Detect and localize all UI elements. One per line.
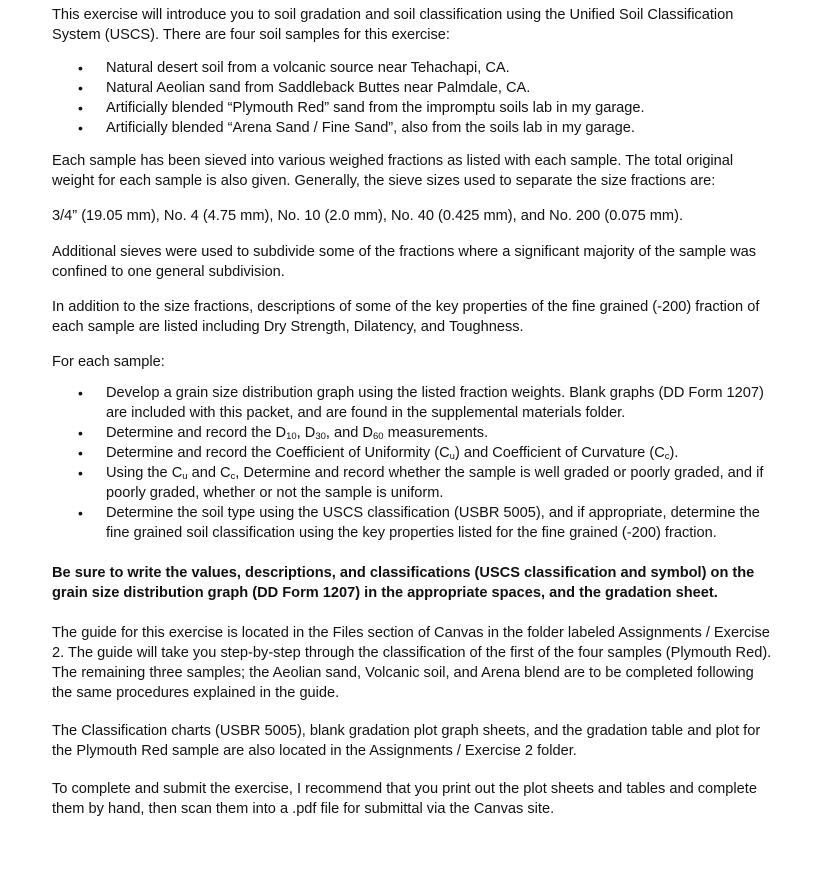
- submit-paragraph: To complete and submit the exercise, I recommend that you print out the plot sheets and tables and complete them by hand, then scan them into a .pdf file for submittal via the Canvas site.: [52, 781, 757, 817]
- bullet-icon: •: [78, 80, 83, 96]
- task-text: , and D: [325, 425, 373, 441]
- additional-sieves-paragraph: Additional sieves were used to subdivide some of the fractions where a significant majority of the sample was confined to one general subdivision.: [52, 244, 757, 280]
- task-text: ) and Coefficient of Curvature (C: [454, 445, 665, 461]
- sample-text: Natural Aeolian sand from Saddleback Buttes near Palmdale, CA.: [106, 80, 531, 96]
- list-item: [52, 383, 776, 423]
- sample-text: Natural desert soil from a volcanic source near Tehachapi, CA.: [106, 60, 510, 76]
- fine-grained-paragraph: In addition to the size fractions, descriptions of some of the key properties of the fine grained (-200) fraction of each sample are listed including Dry Strength, Dilatency, and Toughness.: [52, 299, 760, 335]
- list-item: [52, 98, 776, 118]
- sieved-paragraph: Each sample has been sieved into various weighed fractions as listed with each sample. The total original weight for each sample is also given. Generally, the sieve sizes used to separate the size fractions are:: [52, 153, 734, 189]
- list-item: [52, 503, 776, 543]
- subscript: u: [449, 451, 455, 462]
- bold-note: Be sure to write the values, descriptions, and classifications (USCS classification and symbol) on the grain size distribution graph (DD Form 1207) in the appropriate spaces, and the gradation sheet.: [52, 565, 755, 601]
- sample-text: Artificially blended “Arena Sand / Fine Sand”, also from the soils lab in my garage.: [106, 120, 635, 136]
- list-item: [52, 423, 776, 443]
- task-text: measurements.: [383, 425, 489, 441]
- bullet-icon: •: [78, 445, 83, 461]
- bullet-icon: •: [78, 120, 83, 136]
- bullet-icon: •: [78, 505, 83, 521]
- list-item: [52, 78, 776, 98]
- task-text: Determine and record the D: [106, 425, 287, 441]
- subscript: 10: [286, 431, 297, 442]
- bullet-icon: •: [78, 385, 83, 401]
- list-item: [52, 463, 776, 503]
- list-item: [52, 58, 776, 78]
- task-grading: [106, 465, 763, 501]
- task-text: Using the C: [106, 465, 183, 481]
- task-soil-type: Determine the soil type using the USCS classification (USBR 5005), and if appropriate, determine the fine grained soil classification using the key properties listed for the fine grained (-200) fraction.: [106, 505, 760, 541]
- list-item: [52, 118, 776, 138]
- bullet-icon: •: [78, 100, 83, 116]
- guide-paragraph: The guide for this exercise is located in the Files section of Canvas in the folder labeled Assignments / Exercise 2. The guide will take you step-by-step through the classification of the first of the four samples (Plymouth Red). The remaining three samples; the Aeolian sand, Volcanic soil, and Arena blend are to be completed following the same procedures explained in the guide.: [52, 625, 772, 701]
- samples-list: [52, 58, 776, 138]
- task-text: , Determine and record whether the sample is well graded or poorly graded, and if poorly graded, whether or not the sample is uniform.: [106, 465, 764, 501]
- intro-paragraph: This exercise will introduce you to soil gradation and soil classification using the Unified Soil Classification System (USCS). There are four soil samples for this exercise:: [52, 7, 734, 43]
- subscript: c: [230, 471, 236, 482]
- task-coefficients: [106, 445, 678, 461]
- sieve-sizes-paragraph: 3/4” (19.05 mm), No. 4 (4.75 mm), No. 10 (2.0 mm), No. 40 (0.425 mm), and No. 200 (0.075 mm).: [52, 208, 683, 224]
- charts-paragraph: The Classification charts (USBR 5005), blank gradation plot graph sheets, and the gradation table and plot for the Plymouth Red sample are also located in the Assignments / Exercise 2 folder.: [52, 723, 761, 759]
- task-text: ).: [669, 445, 679, 461]
- bullet-icon: •: [78, 60, 83, 76]
- for-each-label: For each sample:: [52, 354, 165, 370]
- sample-text: Artificially blended “Plymouth Red” sand from the impromptu soils lab in my garage.: [106, 100, 645, 116]
- task-text: , D: [296, 425, 316, 441]
- tasks-list: [52, 383, 776, 543]
- task-text: and C: [187, 465, 231, 481]
- task-d-values: [106, 425, 488, 441]
- subscript: 30: [315, 431, 326, 442]
- subscript: c: [664, 451, 670, 462]
- bullet-icon: •: [78, 465, 83, 481]
- list-item: [52, 443, 776, 463]
- subscript: u: [182, 471, 188, 482]
- task-text: Determine and record the Coefficient of Uniformity (C: [106, 445, 450, 461]
- subscript: 60: [372, 431, 384, 442]
- task-graph: Develop a grain size distribution graph using the listed fraction weights. Blank graphs (DD Form 1207) are included with this packet, and are found in the supplemental materials folder.: [106, 385, 764, 421]
- bullet-icon: •: [78, 425, 83, 441]
